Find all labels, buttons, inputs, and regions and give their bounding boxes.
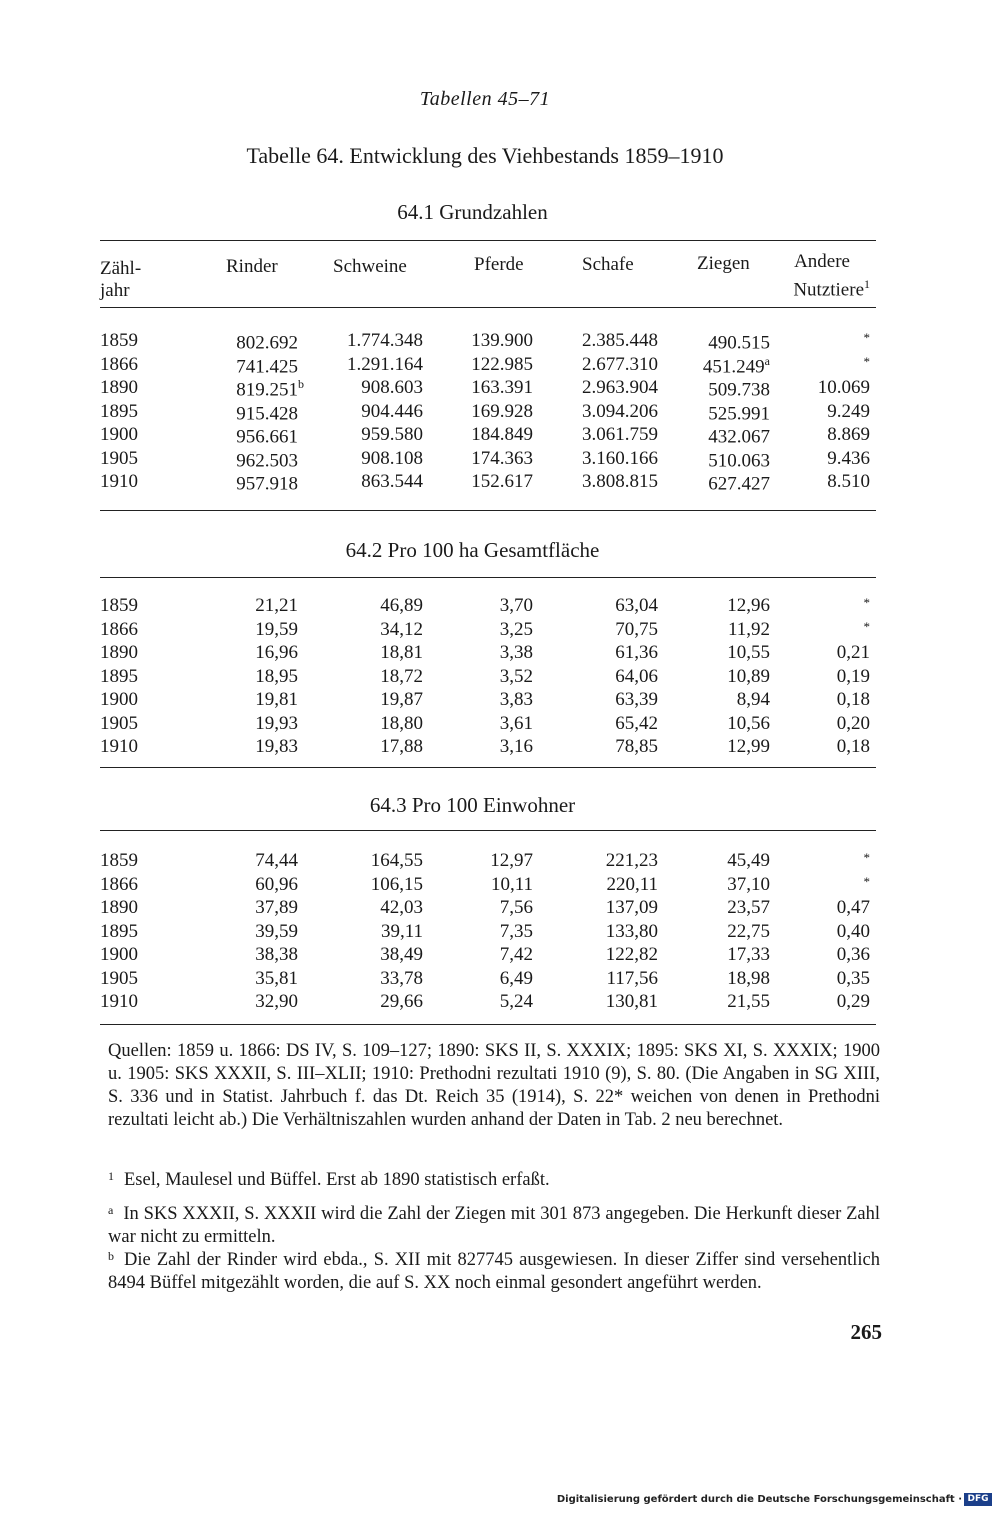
table-row: 1866 60,96 106,15 10,11 220,11 37,10 *: [100, 873, 870, 895]
table-row: 1859 802.692 1.774.348 139.900 2.385.448 490.515 *: [100, 330, 870, 354]
table-row: 1905 35,81 33,78 6,49 117,56 18,98 0,35: [100, 967, 870, 989]
section-einwohner: [100, 850, 876, 1015]
table-row: 1859 74,44 164,55 12,97 221,23 45,49 *: [100, 850, 870, 871]
table-row: 1859 21,21 46,89 3,70 63,04 12,96 *: [100, 595, 870, 616]
footnote-b: $^b$ Die Zahl der Rinder wird ebda., S. XII mit 827745 ausgewiesen. In dieser Ziffer sind versehentlich 8494 Büffel mitgezählt worden, die auf S. XX noch einmal gesondert angeführt werden.: [108, 1249, 880, 1293]
table-row: 1905 19,93 18,80 3,61 65,42 10,56 0,20: [100, 712, 870, 734]
col-header-andere: Andere Nutztiere$^1$: [793, 251, 870, 301]
col-header-ziegen: Ziegen: [697, 253, 750, 274]
footnote-1: $^1$ Esel, Maulesel und Büffel. Erst ab 1890 statistisch erfaßt.: [108, 1169, 550, 1190]
running-head: Tabellen 45–71: [419, 88, 551, 110]
table-row: 1900 956.661 959.580 184.849 3.061.759 432.067 8.869: [100, 424, 870, 448]
table-row: 1895 39,59 39,11 7,35 133,80 22,75 0,40: [100, 920, 870, 942]
footnote-a: $^a$ In SKS XXXII, S. XXXII wird die Zahl der Ziegen mit 301 873 angegeben. Die Herkunft dieser Zahl war nicht zu ermitteln.: [108, 1203, 880, 1247]
sources-note: Quellen: 1859 u. 1866: DS IV, S. 109–127; 1890: SKS II, S. XXXIX; 1895: SKS XI, S. XXXIX; 1900 u. 1905: SKS XXXII, S. III–XLII; 1910: Prethodni rezultati 1910 (9), S. 80. (Die Angaben in SG XIII, S. 336 und in Statist. Jahrbuch f. das Dt. Reich 35 (1914), S. 22* weichen von denen in Prethodni rezultati leicht ab.) Die Verhältniszahlen wurden anhand der Daten in Tab. 2 neu berechnet.: [108, 1041, 880, 1130]
table-row: 1895 915.428 904.446 169.928 3.094.206 525.991 9.249: [100, 400, 870, 424]
table-row: 1900 19,81 19,87 3,83 63,39 8,94 0,18: [100, 689, 870, 710]
section-gesamtflaeche: [100, 595, 876, 760]
table-row: 1910 32,90 29,66 5,24 130,81 21,55 0,29: [100, 991, 870, 1012]
table-row: 1910 19,83 17,88 3,16 78,85 12,99 0,18: [100, 736, 870, 757]
dfg-logo-icon: DFG: [964, 1493, 992, 1506]
table-title: Tabelle 64. Entwicklung des Viehbestands 1859–1910: [246, 143, 724, 168]
section-title-grundzahlen: 64.1 Grundzahlen: [397, 200, 548, 224]
table-row: 1895 18,95 18,72 3,52 64,06 10,89 0,19: [100, 665, 870, 687]
col-header-rinder: Rinder: [226, 256, 278, 277]
table-row: 1905 962.503 908.108 174.363 3.160.166 510.063 9.436: [100, 447, 870, 471]
table-row: 1910 957.918 863.544 152.617 3.808.815 627.427 8.510: [100, 471, 870, 495]
section-rule: [100, 510, 876, 511]
table-row: 1900 38,38 38,49 7,42 122,82 17,33 0,36: [100, 944, 870, 965]
table-row: 1890 37,89 42,03 7,56 137,09 23,57 0,47: [100, 897, 870, 918]
section-rule: [100, 767, 876, 768]
page-number: 265: [850, 1320, 882, 1344]
section-rule: [100, 830, 876, 831]
header-rule: [100, 307, 876, 308]
section-grundzahlen: [100, 330, 876, 495]
table-row: 1866 741.425 1.291.164 122.985 2.677.310 451.249$^a$ *: [100, 353, 870, 377]
bottom-rule: [100, 1024, 876, 1025]
col-header-year: Zähl- jahr: [100, 258, 142, 301]
col-header-pferde: Pferde: [474, 254, 524, 275]
table-row: 1890 16,96 18,81 3,38 61,36 10,55 0,21: [100, 642, 870, 663]
table-row: 1890 819.251$^b$ 908.603 163.391 2.963.904 509.738 10.069: [100, 377, 870, 401]
section-title-gesamtflaeche: 64.2 Pro 100 ha Gesamtfläche: [345, 538, 600, 562]
digitization-credit: Digitalisierung gefördert durch die Deutsche Forschungsgemeinschaft ·: [556, 1494, 962, 1505]
col-header-schafe: Schafe: [582, 254, 634, 275]
top-rule: [100, 240, 876, 241]
section-title-einwohner: 64.3 Pro 100 Einwohner: [369, 793, 576, 817]
section-rule: [100, 577, 876, 578]
table-row: 1866 19,59 34,12 3,25 70,75 11,92 *: [100, 618, 870, 640]
col-header-schweine: Schweine: [333, 256, 407, 277]
